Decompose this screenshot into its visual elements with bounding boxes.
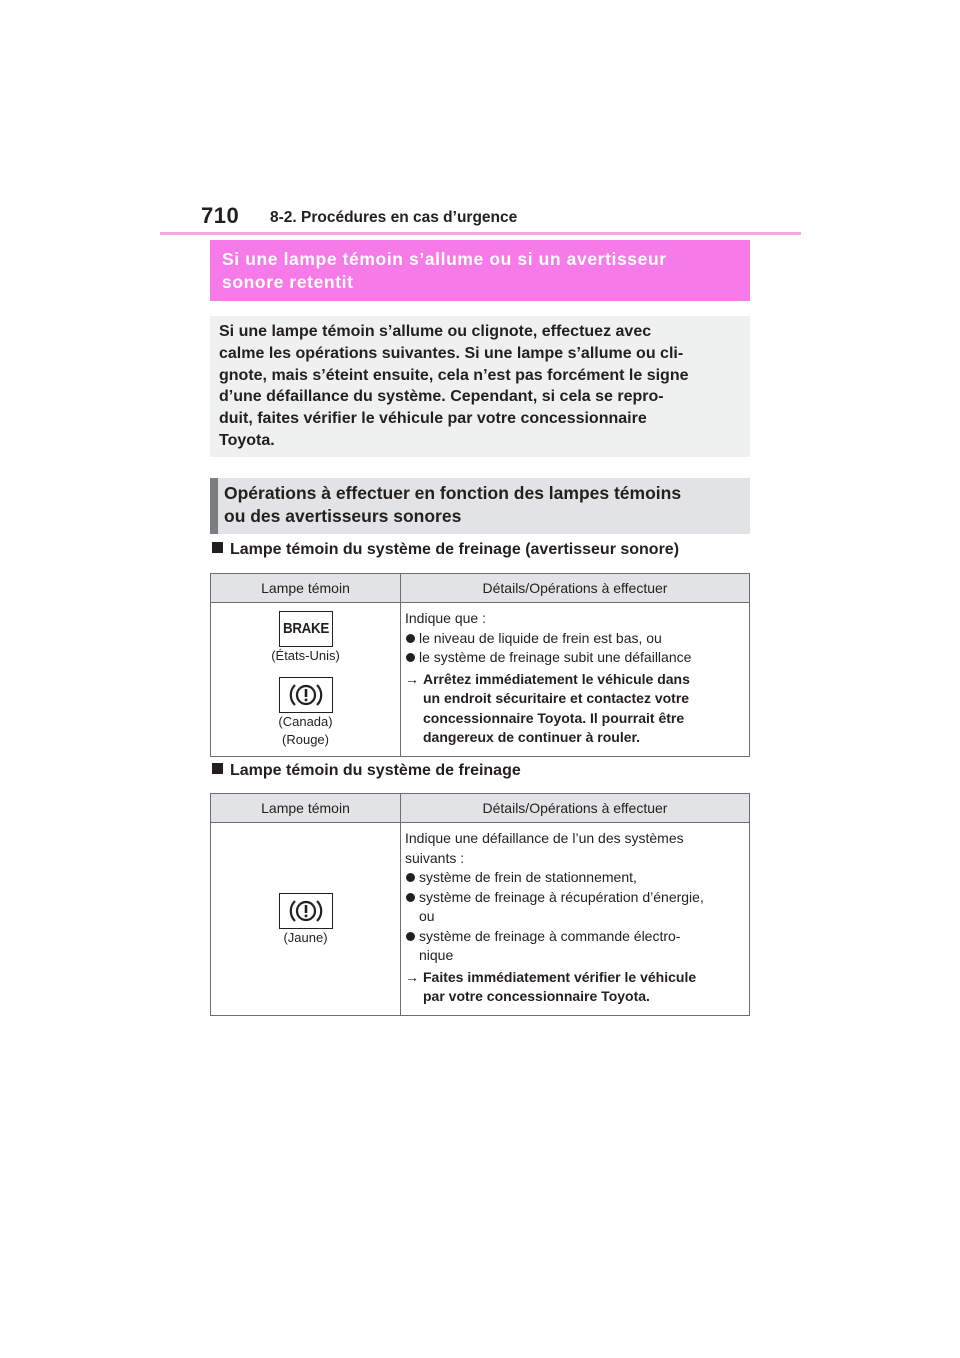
yellow-caption: (Jaune) — [283, 929, 328, 945]
bullet-dot-icon — [406, 932, 415, 941]
list-item: système de freinage à récupération d’énergie, ou — [405, 888, 745, 927]
bullet-dot-icon — [406, 893, 415, 902]
brake-label: BRAKE — [282, 621, 329, 637]
bullet-dot-icon — [406, 873, 415, 882]
warning-table-2 — [210, 793, 750, 1016]
list-item: le niveau de liquide de frein est bas, ou — [405, 629, 745, 649]
operations-heading-line-2: ou des avertisseurs sonores — [224, 506, 462, 526]
intro-line: gnote, mais s’éteint ensuite, cela n’est pas forcément le signe — [219, 366, 689, 384]
action-instruction: → Arrêtez immédiatement le véhicule dans un endroit sécuritaire et contactez votre concessionnaire Toyota. Il pourrait être dangereux de continuer à rouler. — [405, 670, 690, 745]
table-header-row — [211, 794, 750, 823]
operations-heading-line-1: Opérations à effectuer en fonction des lampes témoins — [224, 483, 682, 503]
intro-line: calme les opérations suivantes. Si une lampe s’allume ou cli- — [219, 344, 684, 362]
pink-title-box — [210, 240, 750, 301]
action-instruction: → Faites immédiatement vérifier le véhicule par votre concessionnaire Toyota. — [405, 968, 697, 1004]
list-item: système de frein de stationnement, — [405, 868, 745, 888]
square-bullet-icon — [212, 542, 223, 553]
details-intro-line: Indique une défaillance de l’un des systèmes — [405, 830, 684, 846]
pink-title-line-2: sonore retentit — [222, 272, 354, 292]
bullet-dot-icon — [406, 653, 415, 662]
table-header-row — [211, 574, 750, 603]
list-item: système de freinage à commande électro- nique — [405, 927, 745, 966]
page-number: 710 — [201, 203, 240, 228]
intro-line: Toyota. — [219, 431, 275, 449]
square-bullet-icon — [212, 763, 223, 774]
red-caption: (Rouge) — [282, 732, 329, 747]
details-intro-line: suivants : — [405, 849, 465, 866]
canada-caption: (Canada) — [278, 714, 333, 729]
details-intro: Indique que : — [405, 610, 486, 626]
section2-title: Lampe témoin du système de freinage — [230, 762, 521, 779]
section1-title: Lampe témoin du système de freinage (avertisseur sonore) — [230, 541, 680, 558]
brake-warning-icon — [279, 611, 333, 647]
bullet-dot-icon — [406, 634, 415, 643]
header-rule — [160, 232, 801, 235]
brake-circle-exclamation-icon — [279, 677, 333, 713]
warning-table-1 — [210, 573, 750, 757]
column-header-details: Détails/Opérations à effectuer — [401, 794, 750, 823]
column-header-details: Détails/Opérations à effectuer — [401, 574, 750, 603]
column-header-lamp: Lampe témoin — [211, 574, 401, 603]
section-header: 8-2. Procédures en cas d’urgence — [270, 209, 518, 226]
section1-heading — [212, 541, 679, 559]
usa-caption: (États-Unis) — [271, 648, 340, 663]
list-item: le système de freinage subit une défaillance — [405, 648, 745, 668]
section2-heading — [212, 762, 521, 780]
intro-line: Si une lampe témoin s’allume ou clignote, effectuez avec — [219, 323, 652, 340]
table-row — [211, 603, 750, 757]
intro-line: d’une défaillance du système. Cependant, si cela se repro- — [219, 388, 664, 406]
details-cell — [401, 823, 750, 1016]
arrow-right-icon: → — [405, 968, 419, 985]
details-cell — [401, 603, 750, 757]
brake-circle-exclamation-icon — [279, 893, 333, 929]
pink-title-line-1: Si une lampe témoin s’allume ou si un avertisseur — [222, 249, 667, 269]
table-row — [211, 823, 750, 1016]
column-header-lamp: Lampe témoin — [211, 794, 401, 823]
intro-line: duit, faites vérifier le véhicule par votre concessionnaire — [219, 410, 647, 428]
lamp-cell — [211, 603, 401, 757]
intro-box — [210, 316, 750, 457]
lamp-cell — [211, 823, 401, 1016]
operations-heading — [210, 478, 750, 534]
arrow-right-icon: → — [405, 670, 419, 687]
